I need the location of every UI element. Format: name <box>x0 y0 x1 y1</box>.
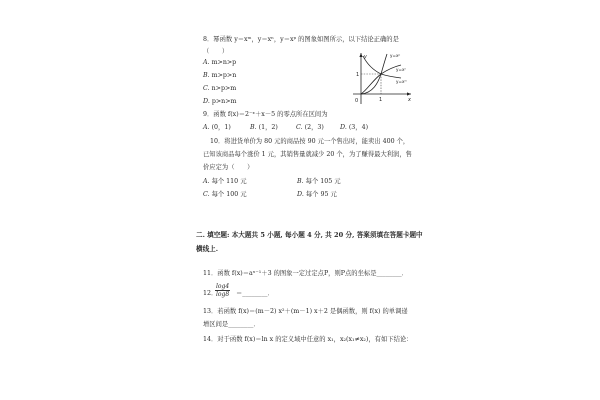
q10-option-d-letter: D. <box>297 191 304 198</box>
q12-denominator: log8 <box>216 291 230 298</box>
q14-text: 14．对于函数 f(x)＝ln x 的定义域中任意的 x₁，x₂(x₁≠x₂)，有如下结论： <box>203 336 413 343</box>
q9-option-d-text: (3，4) <box>348 124 369 131</box>
curve-label-p: y=xᵖ <box>390 53 401 58</box>
q9-option-a <box>203 124 231 132</box>
q10-option-c-text: 每个 100 元 <box>211 191 247 198</box>
q8-option-b-text: m>p>n <box>211 72 237 79</box>
q9-option-b <box>250 124 278 132</box>
q10-line-1: 10．将进货单价为 80 元的商品按 90 元一个售出时，能卖出 400 个， <box>210 138 410 145</box>
q12-suffix: ＝________． <box>236 290 274 297</box>
q10-option-a-text: 每个 110 元 <box>211 178 247 185</box>
origin-label: 0 <box>355 98 359 104</box>
q8-option-d-letter: D. <box>203 98 210 105</box>
y-tick-label: 1 <box>356 72 360 78</box>
curve-label-m: y=xᵐ <box>396 79 408 84</box>
y-axis-label: y <box>364 54 367 60</box>
q10-option-b-text: 每个 105 元 <box>305 178 341 185</box>
q13-line-2: 增区间是________． <box>203 321 260 328</box>
x-axis-arrow <box>407 92 411 95</box>
x-tick-label: 1 <box>379 97 383 103</box>
q8-option-d <box>203 98 236 106</box>
q8-option-a-letter: A. <box>203 59 210 66</box>
q10-option-a <box>203 178 247 186</box>
section-2-heading-line-2: 横线上. <box>196 245 219 253</box>
q10-option-a-letter: A. <box>203 178 210 185</box>
q10-line-2: 已知该商品每个涨价 1 元，其销售量就减少 20 个，为了赚得最大利润，售 <box>203 151 412 158</box>
q12-fraction <box>215 283 230 298</box>
q8-option-c <box>203 85 236 93</box>
q12-prefix: 12． <box>203 290 218 297</box>
q9-option-a-text: (0，1) <box>211 124 231 131</box>
q8-option-a <box>203 59 236 67</box>
q9-option-a-letter: A. <box>203 124 210 131</box>
q9-option-d-letter: D. <box>340 124 347 131</box>
q10-option-d <box>297 191 337 199</box>
q12-numerator: log4 <box>216 283 230 290</box>
q9-stem: 9．函数 f(x)＝2⁻ˣ＋x－5 的零点所在区间为 <box>203 111 328 118</box>
q9-option-b-letter: B. <box>250 124 257 131</box>
q11-text: 11．函数 f(x)＝aˣ⁻¹＋3 的图象一定过定点P，则P点的坐标是________． <box>203 270 408 277</box>
q8-option-a-text: m>n>p <box>211 59 237 66</box>
q8-paren: （ ） <box>203 48 229 55</box>
q10-option-c <box>203 191 247 199</box>
q10-option-d-text: 每个 95 元 <box>305 191 337 198</box>
q10-option-b <box>297 178 341 186</box>
q9-option-c-letter: C. <box>296 124 303 131</box>
q10-option-c-letter: C. <box>203 191 210 198</box>
q8-option-b-letter: B. <box>203 72 210 79</box>
q8-stem: 8．幂函数 y＝xᵐ，y＝xⁿ，y＝xᵖ 的图象如图所示，以下结论正确的是 <box>203 36 399 43</box>
y-axis-arrow <box>359 53 362 57</box>
section-2-heading-line-1: 二. 填空题: 本大题共 5 小题, 每小题 4 分, 共 20 分, 答案须填在答题卡题中 <box>196 231 423 239</box>
q13-line-1: 13．若函数 f(x)＝(m－2) x²＋(m－1) x＋2 是偶函数，则 f(x) 的单调递 <box>203 308 408 315</box>
q9-option-b-text: (1，2) <box>258 124 278 131</box>
curve-label-n: y=xⁿ <box>396 67 407 72</box>
x-axis-label: x <box>408 97 411 103</box>
power-function-graph <box>345 50 415 106</box>
q10-line-3: 价应定为（ ） <box>203 164 254 171</box>
q9-option-d <box>340 124 368 132</box>
q8-option-c-letter: C. <box>203 85 210 92</box>
q8-option-d-text: p>n>m <box>211 98 237 105</box>
q9-option-c <box>296 124 324 132</box>
q8-option-c-text: n>p>m <box>211 85 237 92</box>
q10-option-b-letter: B. <box>297 178 304 185</box>
q9-option-c-text: (2，3) <box>304 124 324 131</box>
q8-option-b <box>203 72 236 80</box>
